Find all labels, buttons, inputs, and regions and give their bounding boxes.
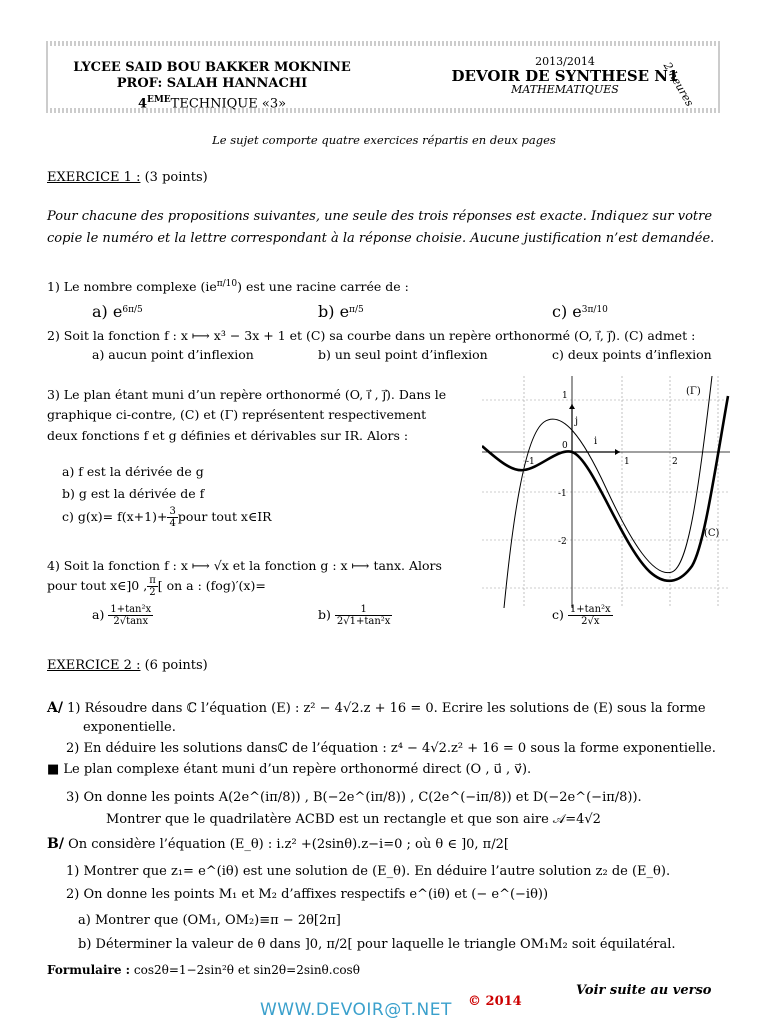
part-b-line1: 1) Montrer que z₁= e^(iθ) est une solution de (E_θ). En déduire l’autre solution z₂ de (E_θ). <box>66 864 671 879</box>
part-b-line2b: b) Déterminer la valeur de θ dans ]0, π/2[ pour laquelle le triangle OM₁M₂ soit équilatéral. <box>78 937 676 952</box>
part-b-line2a: a) Montrer que (OM₁, OM₂)≡π − 2θ[2π] <box>78 913 341 928</box>
function-graph <box>482 376 730 608</box>
header-right <box>440 55 690 97</box>
q3-line3: deux fonctions f et g définies et dérivables sur IR. Alors : <box>47 428 409 443</box>
exam-title: DEVOIR DE SYNTHESE N1 <box>451 67 679 85</box>
q1: 1) Le nombre complexe $(ie^{\pi/10})$ est une racine carrée de : <box>47 279 409 295</box>
subject: MATHEMATIQUES <box>511 83 619 96</box>
label-origin: 0 <box>562 441 568 451</box>
vector-j-arrow <box>569 404 575 409</box>
q2-a: a) aucun point d’inflexion <box>92 347 254 362</box>
part-a-line1b: exponentielle. <box>83 720 176 735</box>
part-a-line3: 3) On donne les points A(2e^(iπ/8)) , B(−2e^(iπ/8)) , C(2e^(−iπ/8)) et D(−2e^(−iπ/8)). <box>66 790 642 805</box>
ex2-heading <box>47 658 208 673</box>
q2-c: c) deux points d’inflexion <box>552 347 712 362</box>
ex1-title: EXERCICE 1 : <box>47 170 141 185</box>
tick-x-neg1: -1 <box>526 457 535 467</box>
ex2-title: EXERCICE 2 : <box>47 658 141 673</box>
q3-b: b) g est la dérivée de f <box>62 486 205 501</box>
q3-line1: 3) Le plan étant muni d’un repère orthonormé (O, i⃗ , j⃗). Dans le <box>47 387 447 402</box>
copyright: © 2014 <box>468 994 522 1009</box>
plane-note: ■ Le plan complexe étant muni d’un repère orthonormé direct (O , u⃗ , v⃗). <box>47 762 532 777</box>
vector-i-arrow <box>615 449 620 455</box>
q4-a: a) $\frac{\text{1+tan²x}}{2√\tan x}$ <box>92 604 152 627</box>
part-a-line3b: Montrer que le quadrilatère ACBD est un rectangle et que son aire 𝒜=4√2 <box>106 812 601 827</box>
school-year: 2013/2014 <box>535 55 595 68</box>
tick-y-neg2: -2 <box>558 537 567 547</box>
label-c: (C) <box>704 528 720 539</box>
q1-c: c) $e^{3\pi/10}$ <box>552 302 608 321</box>
label-j: j <box>575 416 579 427</box>
part-a-line2: 2) En déduire les solutions dansℂ de l’équation : z⁴ − 4√2.z² + 16 = 0 sous la forme exponentielle. <box>66 741 716 756</box>
school-name: LYCEE SAID BOU BAKKER MOKNINE <box>73 60 351 75</box>
tick-y-neg1: -1 <box>558 489 567 499</box>
q4-c: c) $\frac{\text{1+tan²x}}{2√x}$ <box>552 604 611 627</box>
site-watermark: WWW.DEVOIR@T.NET <box>260 1000 452 1020</box>
part-b-line0: B/ On considère l’équation (E_θ) : i.z² +(2sinθ).z−i=0 ; où θ ∈ ]0, π/2[ <box>47 836 509 852</box>
duration-badge: 2 heures <box>660 60 697 109</box>
part-a-line1: A/ 1) Résoudre dans ℂ l’équation (E) : z² − 4√2.z + 16 = 0. Ecrire les solutions de (E) sous la forme <box>47 700 706 716</box>
intro-text: Le sujet comporte quatre exercices répartis en deux pages <box>212 133 556 147</box>
ex1-instr-1: Pour chacune des propositions suivantes, une seule des trois réponses est exacte. Indiquez sur votre <box>47 209 713 224</box>
tick-x-1: 1 <box>624 457 630 467</box>
formula-line: Formulaire : cos2θ=1−2sin²θ et sin2θ=2sinθ.cosθ <box>47 963 360 977</box>
q4-b: b) $\frac{1}{\text{2√1+tan²x}}$ <box>318 604 391 627</box>
header-left <box>62 60 362 112</box>
teacher-name: PROF: SALAH HANNACHI <box>116 76 308 91</box>
q2-b: b) un seul point d’inflexion <box>318 347 488 362</box>
q4-line2: pour tout x∈]0 , $\frac{\pi}{2}$ [ on a : (fog)′(x)= <box>47 575 266 598</box>
q4-line1: 4) Soit la fonction f : x ⟼ √x et la fonction g : x ⟼ tanx. Alors <box>47 558 442 573</box>
ex2-points: (6 points) <box>144 658 208 673</box>
q1-b: b) $e^{\pi/5}$ <box>318 302 364 321</box>
part-b-line2: 2) On donne les points M₁ et M₂ d’affixes respectifs e^(iθ) et (− e^(−iθ)) <box>66 887 549 902</box>
q1-a: a) $e^{6\pi/5}$ <box>92 302 143 321</box>
ex1-points: (3 points) <box>144 170 208 185</box>
q3-c: c) g(x)= f(x+1)+ $\frac{3}{4}$ pour tout x∈IR <box>62 506 272 529</box>
label-gamma: (Γ) <box>686 386 701 397</box>
ex1-instr-2: copie le numéro et la lettre correspondant à la réponse choisie. Aucune justification n’est demandée. <box>47 231 715 246</box>
verso-note: Voir suite au verso <box>576 983 712 998</box>
class-name: 4EMETECHNIQUE «3» <box>137 95 287 112</box>
label-i: i <box>594 436 598 447</box>
q3-a: a) f est la dérivée de g <box>62 464 204 479</box>
tick-y-1: 1 <box>562 391 568 401</box>
curve-c <box>482 396 728 581</box>
tick-x-2: 2 <box>672 457 678 467</box>
ex1-heading <box>47 170 208 185</box>
q2: 2) Soit la fonction f : x ⟼ x³ − 3x + 1 et (C) sa courbe dans un repère orthonormé (O, i⃗, j⃗). (C) admet : <box>47 328 696 343</box>
q3-line2: graphique ci-contre, (C) et (Γ) représentent respectivement <box>47 407 427 422</box>
